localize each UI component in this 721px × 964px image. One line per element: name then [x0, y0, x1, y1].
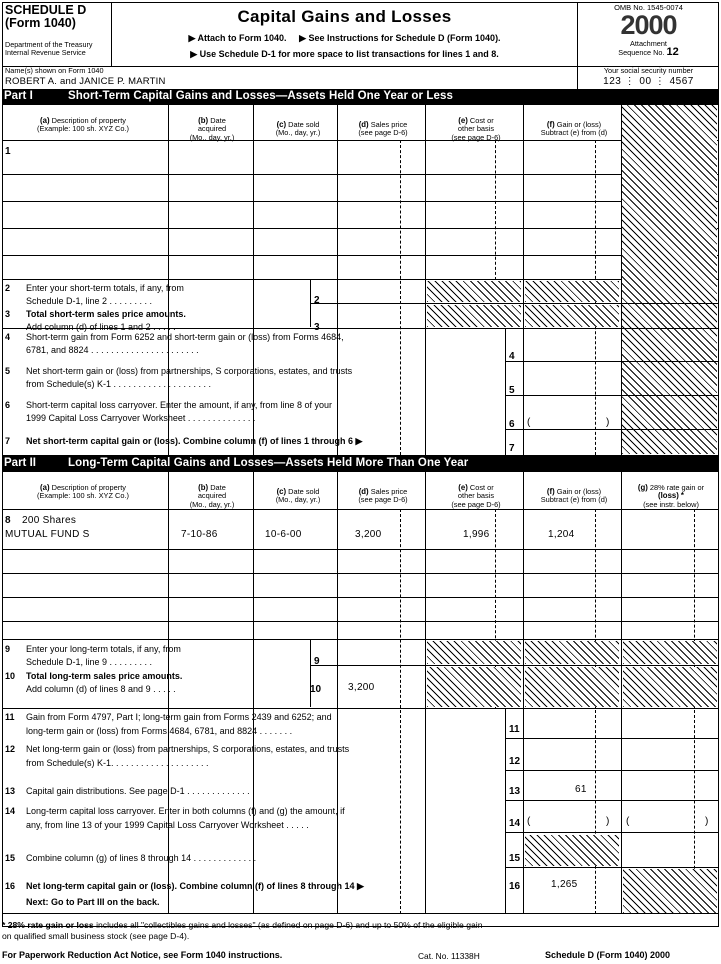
- p2-cents-g: [694, 509, 695, 914]
- p1-col-d-key: (d): [358, 120, 369, 129]
- form-title-block: [112, 2, 578, 66]
- p2-col-f-key: (f): [546, 487, 555, 496]
- p2-col-e-key: (e): [458, 483, 468, 492]
- footnote-28-rate: [2, 920, 719, 930]
- part1-label: Part I: [4, 90, 33, 102]
- p1-line-4-number: 4: [5, 332, 11, 342]
- schedule-d1-arrow-icon: ▶: [190, 49, 198, 59]
- name-value: ROBERT A. and JANICE P. MARTIN: [5, 76, 166, 87]
- p2-line-14-rule: [505, 832, 719, 833]
- p1-col-a-l2: (Example: 100 sh. XYZ Co.): [36, 124, 129, 134]
- p1-col-b-l2: acquired: [197, 124, 227, 134]
- p1-line-6-paren-close: ): [606, 417, 610, 428]
- instruction-line-2: [112, 49, 577, 60]
- p2-col-g-l4: (see instr. below): [643, 499, 699, 509]
- p2-line910-box-divider: [310, 639, 311, 707]
- part1-header-bar: [2, 89, 719, 104]
- instruction-attach: Attach to Form 1040.: [197, 33, 287, 43]
- instruction-d1: Use Schedule D-1 for more space to list transactions for lines 1 and 8.: [199, 49, 499, 59]
- p1-line-6-number: 6: [5, 400, 11, 410]
- p1-line-5-text-1: Net short-term gain or (loss) from partnerships, S corporations, estates, and trusts: [26, 366, 353, 376]
- attach-arrow-icon: ▶: [188, 33, 196, 43]
- p1-line-5-boxnum: 5: [509, 385, 515, 396]
- p2-div-fg: [621, 471, 622, 914]
- p2-line-15-text-1: Combine column (g) of lines 8 through 14 . . . . . . . . . . . . .: [26, 853, 257, 863]
- taxpayer-row: [2, 66, 719, 89]
- see-instructions-arrow-icon: ▶: [299, 33, 306, 43]
- p2-row-rule-5: [2, 639, 719, 640]
- p1-line-4-text-1: Short-term gain from Form 6252 and short-term gain or (loss) from Forms 4684,: [26, 332, 344, 342]
- p1-col-a-l1: Description of property: [51, 116, 126, 125]
- ssn-part-2: 00: [639, 76, 652, 87]
- p2-line-9-boxnum: 9: [314, 656, 320, 667]
- p1-line-3-shade-e: [427, 305, 521, 327]
- p1-line-4-rule: [505, 361, 719, 362]
- p2-line-15-shade-f: [525, 835, 619, 866]
- p2-line-10-boxnum: 10: [310, 684, 322, 695]
- p2-col-g-key: (g): [637, 483, 648, 492]
- p1-col-b-key: (b): [198, 116, 209, 125]
- p2-line-8-gain: 1,204: [548, 529, 575, 540]
- p2-line-10-text-2: Add column (d) of lines 8 and 9 . . . . .: [26, 684, 176, 694]
- p1-col-d-l1: Sales price: [370, 120, 408, 129]
- tax-year: 2000: [620, 10, 677, 40]
- catalog-number: Cat. No. 11338H: [418, 951, 480, 961]
- p2-cents-d: [400, 509, 401, 914]
- p1-col-f-l2: Subtract (e) from (d): [540, 128, 608, 138]
- p1-col-c-l1: Date sold: [288, 120, 320, 129]
- footnote-star-label: * 28% rate gain or loss: [2, 920, 94, 930]
- instruction-line-1: [112, 33, 577, 44]
- p2-col-d-l1: Sales price: [370, 487, 408, 496]
- attachment-sequence-number: 12: [666, 46, 679, 59]
- p1-line-7-boxnum: 7: [509, 443, 515, 454]
- p2-line-16-text-1: Net long-term capital gain or (loss). Combine column (f) of lines 8 through 14 ▶: [26, 881, 364, 891]
- p2-col-g-l1: 28% rate gain or: [649, 483, 705, 492]
- department-line-1: Department of the Treasury: [5, 40, 93, 49]
- ssn-part-1: 123: [603, 76, 622, 87]
- p2-line-11-boxnum: 11: [509, 724, 520, 735]
- p1-row-rule-2: [2, 201, 719, 202]
- p1-col-b-l3: (Mo., day, yr.): [189, 132, 235, 142]
- p2-col-a-l1: Description of property: [51, 483, 126, 492]
- schedule-name: SCHEDULE D: [5, 3, 87, 17]
- p2-col-b-key: (b): [198, 483, 209, 492]
- p2-line-13-rule: [505, 800, 719, 801]
- p2-line-8-desc-2: MUTUAL FUND S: [5, 529, 90, 540]
- paperwork-notice: For Paperwork Reduction Act Notice, see Form 1040 instructions.: [2, 950, 283, 960]
- p2-line-10-value-d: 3,200: [348, 682, 375, 693]
- p2-col-c-l1: Date sold: [288, 487, 320, 496]
- p1-line-2-text-1: Enter your short-term totals, if any, from: [26, 283, 184, 293]
- p2-col-g-l2: (loss): [658, 491, 679, 501]
- p2-line-8-number: 8: [5, 515, 11, 526]
- p2-line-9-text-2: Schedule D-1, line 9 . . . . . . . . .: [26, 657, 153, 667]
- p1-col-c-l2: (Mo., day, yr.): [275, 128, 321, 138]
- p1-shaded-right-block: [622, 105, 717, 454]
- ssn-part-3: 4567: [669, 76, 694, 87]
- p1-col-d-l2: (see page D-6): [358, 128, 408, 138]
- p2-line-8-price: 3,200: [355, 529, 382, 540]
- p2-bottom-rule: [2, 913, 719, 914]
- p2-col-d-key: (d): [358, 487, 369, 496]
- p1-line-3-rule: [2, 328, 719, 329]
- p1-line-7-number: 7: [5, 436, 11, 446]
- p2-line-13-number: 13: [5, 786, 16, 796]
- p1-colhdr-bottom-rule: [2, 140, 719, 141]
- p1-lines456-box-divider: [505, 328, 506, 455]
- p1-col-f-l1: Gain or (loss): [556, 120, 602, 129]
- p1-line-4-boxnum: 4: [509, 351, 515, 362]
- ssn-separator-1: ⋮: [624, 76, 640, 87]
- p2-line-10-number: 10: [5, 671, 16, 681]
- p2-row-rule-2: [2, 573, 719, 574]
- form-number: (Form 1040): [5, 16, 76, 30]
- attachment-sequence-line: [578, 48, 719, 57]
- p2-line-14-paren-open-g: (: [626, 816, 630, 827]
- p2-line-8-basis: 1,996: [463, 529, 490, 540]
- name-field[interactable]: [2, 67, 578, 90]
- p2-col-e-l3: (see page D-6): [451, 499, 501, 509]
- p1-line-6-text-1: Short-term capital loss carryover. Enter the amount, if any, from line 8 of your: [26, 400, 332, 410]
- p2-line-14-paren-close-g: ): [705, 816, 709, 827]
- p2-line-14-text-1: Long-term capital loss carryover. Enter in both columns (f) and (g) the amount, if: [26, 806, 345, 816]
- p1-cents-d: [400, 140, 401, 455]
- attachment-label: Attachment: [630, 39, 667, 48]
- p2-col-b-l2: acquired: [197, 491, 227, 501]
- p2-line-16-boxnum: 16: [509, 881, 521, 892]
- p1-col-e-key: (e): [458, 116, 468, 125]
- p2-col-d-l2: (see page D-6): [358, 495, 408, 505]
- p2-colhdr-top-rule: [2, 471, 719, 472]
- page-title: Capital Gains and Losses: [237, 7, 452, 26]
- p2-col-f-l1: Gain or (loss): [556, 487, 602, 496]
- p2-row-rule-3: [2, 597, 719, 598]
- p2-line-11-number: 11: [5, 712, 15, 722]
- p2-line-15-rule: [505, 867, 719, 868]
- p1-row-rule-5: [2, 279, 719, 280]
- p2-line-12-boxnum: 12: [509, 756, 521, 767]
- p2-row-rule-4: [2, 621, 719, 622]
- p2-line-13-text-1: Capital gain distributions. See page D-1 . . . . . . . . . . . . .: [26, 786, 250, 796]
- p2-div-bc: [253, 471, 254, 914]
- p2-line-9-number: 9: [5, 644, 11, 654]
- p2-col-f-l2: Subtract (e) from (d): [540, 495, 608, 505]
- p2-line-8-sold: 10-6-00: [265, 529, 302, 540]
- p2-line-12-text-2: from Schedule(s) K-1. . . . . . . . . . . . . . . . . . . .: [26, 758, 209, 768]
- p2-line-14-number: 14: [5, 806, 16, 816]
- p1-line-2-shade-e: [427, 281, 521, 302]
- p2-col-b-l3: (Mo., day, yr.): [189, 499, 235, 509]
- p2-col-a-key: (a): [40, 483, 50, 492]
- p2-next-instruction: Next: Go to Part III on the back.: [26, 897, 160, 907]
- p1-row-rule-1: [2, 174, 719, 175]
- p1-col-c-key: (c): [276, 120, 287, 129]
- footnote-text-1: includes all "collectibles gains and losses" (as defined on page D-6) and up to 50% of the eligible gain: [93, 920, 483, 930]
- p1-line-6-paren-open: (: [527, 417, 531, 428]
- p2-line-8-desc-1: 200 Shares: [22, 515, 77, 526]
- department-line-2: Internal Revenue Service: [5, 48, 86, 58]
- p2-col-e-l2: other basis: [457, 491, 495, 501]
- p2-line-13-value-f: 61: [575, 784, 587, 795]
- p2-line-14-paren-open-f: (: [527, 816, 531, 827]
- p2-line-14-text-2: any, from line 13 of your 1999 Capital Loss Carryover Worksheet . . . . .: [26, 820, 309, 830]
- p2-line-9-shade-e: [427, 641, 521, 664]
- omb-block: [578, 2, 719, 66]
- p2-line-15-boxnum: 15: [509, 853, 521, 864]
- p2-line-16-number: 16: [5, 881, 16, 891]
- p1-line-5-number: 5: [5, 366, 11, 376]
- part1-title: Short-Term Capital Gains and Losses—Assets Held One Year or Less: [68, 90, 453, 102]
- p2-line-11-rule: [505, 738, 719, 739]
- p1-col-e-l3: (see page D-6): [451, 132, 501, 142]
- p2-line-14-boxnum: 14: [509, 818, 521, 829]
- p1-line-6-boxnum: 6: [509, 419, 515, 430]
- p2-line-13-boxnum: 13: [509, 786, 521, 797]
- p1-cents-e: [495, 140, 496, 280]
- attachment-sequence-label: Sequence No.: [618, 48, 665, 58]
- p2-line-9-rule: [310, 665, 719, 666]
- p2-col-b-l1: Date: [210, 483, 226, 492]
- p1-colhdr-top-rule: [2, 104, 719, 105]
- p1-line-6-rule: [505, 429, 719, 430]
- part2-label: Part II: [4, 457, 36, 469]
- instruction-see: See Instructions for Schedule D (Form 1040).: [308, 33, 501, 43]
- p2-line-12-text-1: Net long-term gain or (loss) from partnerships, S corporations, estates, and trusts: [26, 744, 350, 754]
- p2-colhdr-bottom-rule: [2, 509, 719, 510]
- p2-line-15-number: 15: [5, 853, 16, 863]
- ssn-label: Your social security number: [603, 66, 694, 75]
- p2-row-rule-1: [2, 549, 719, 550]
- p1-line-6-text-2: 1999 Capital Loss Carryover Worksheet . . . . . . . . . . . . . .: [26, 413, 256, 423]
- p1-col-b-l1: Date: [210, 116, 226, 125]
- p1-line-7-text: Net short-term capital gain or (loss). Combine column (f) of lines 1 through 6 ▶: [26, 436, 363, 446]
- p1-row-rule-3: [2, 228, 719, 229]
- p2-line-10-rule: [2, 708, 719, 709]
- p2-line-12-rule: [505, 770, 719, 771]
- p2-line-9-shade-f: [525, 641, 619, 664]
- p1-line-2-number: 2: [5, 283, 11, 293]
- p2-col-e-l1: Cost or: [469, 483, 494, 492]
- p2-line-10-shade-f: [525, 667, 619, 707]
- form-footer-right: Schedule D (Form 1040) 2000: [545, 950, 671, 960]
- p1-line-3-text-2: Add column (d) of lines 1 and 2 . . . . .: [26, 322, 176, 332]
- p2-line-9-text-1: Enter your long-term totals, if any, from: [26, 644, 181, 654]
- part2-title: Long-Term Capital Gains and Losses—Assets Held More Than One Year: [68, 457, 469, 469]
- p1-col-e-l2: other basis: [457, 124, 495, 134]
- p1-col-a-key: (a): [40, 116, 50, 125]
- p1-line-2-text-2: Schedule D-1, line 2 . . . . . . . . .: [26, 296, 153, 306]
- p1-line-2-shade-f: [525, 281, 619, 302]
- schedule-identity-block: [2, 2, 112, 66]
- p2-line-10-text-1: Total long-term sales price amounts.: [26, 671, 183, 681]
- ssn-value: [578, 76, 719, 87]
- footnote-line-2: on qualified small business stock (see page D-4).: [2, 931, 190, 941]
- p1-line-2-boxnum: 2: [314, 295, 320, 306]
- form-header: [2, 2, 719, 66]
- p2-line-12-number: 12: [5, 744, 16, 754]
- name-label: Name(s) shown on Form 1040: [5, 66, 104, 75]
- p2-line-11-text-1: Gain from Form 4797, Part I; long-term gain from Forms 2439 and 6252; and: [26, 712, 332, 722]
- p1-line-3-boxnum: 3: [314, 322, 320, 333]
- p2-div-cd: [337, 471, 338, 914]
- p2-line-9-shade-g: [623, 641, 717, 664]
- p1-line-5-rule: [505, 395, 719, 396]
- ssn-separator-2: ⋮: [654, 76, 670, 87]
- p2-col-a-l2: (Example: 100 sh. XYZ Co.): [36, 491, 129, 501]
- p1-line-3-shade-f: [525, 305, 619, 327]
- p2-line-10-shade-g: [623, 667, 717, 707]
- p1-line-1-number: 1: [5, 146, 11, 157]
- p2-div-de: [425, 471, 426, 914]
- p2-div-ef: [523, 471, 524, 914]
- p1-line-4-text-2: 6781, and 8824 . . . . . . . . . . . . . . . . . . . . . .: [26, 345, 199, 355]
- p1-line-2-rule: [310, 303, 719, 304]
- p2-col-g-l3: *: [680, 491, 684, 501]
- p1-line-3-number: 3: [5, 309, 11, 319]
- p2-col-c-key: (c): [276, 487, 287, 496]
- p2-line-14-paren-close-f: ): [606, 816, 610, 827]
- p2-line-10-shade-e: [427, 667, 521, 707]
- p1-line-3-text-1: Total short-term sales price amounts.: [26, 309, 186, 319]
- p1-line-5-text-2: from Schedule(s) K-1 . . . . . . . . . . . . . . . . . . . .: [26, 379, 212, 389]
- p2-col-c-l2: (Mo., day, yr.): [275, 495, 321, 505]
- p2-line-11-text-2: long-term gain or (loss) from Forms 4684, 6781, and 8824 . . . . . . .: [26, 726, 293, 736]
- p2-line-16-shade-g: [623, 869, 717, 913]
- p1-col-f-key: (f): [546, 120, 555, 129]
- omb-number: OMB No. 1545-0074: [614, 3, 683, 12]
- p2-line-8-acquired: 7-10-86: [181, 529, 218, 540]
- p2-line-16-value-f: 1,265: [551, 879, 578, 890]
- p1-col-e-l1: Cost or: [469, 116, 494, 125]
- p1-row-rule-4: [2, 255, 719, 256]
- ssn-field[interactable]: [578, 67, 719, 90]
- part2-header-bar: [2, 456, 719, 471]
